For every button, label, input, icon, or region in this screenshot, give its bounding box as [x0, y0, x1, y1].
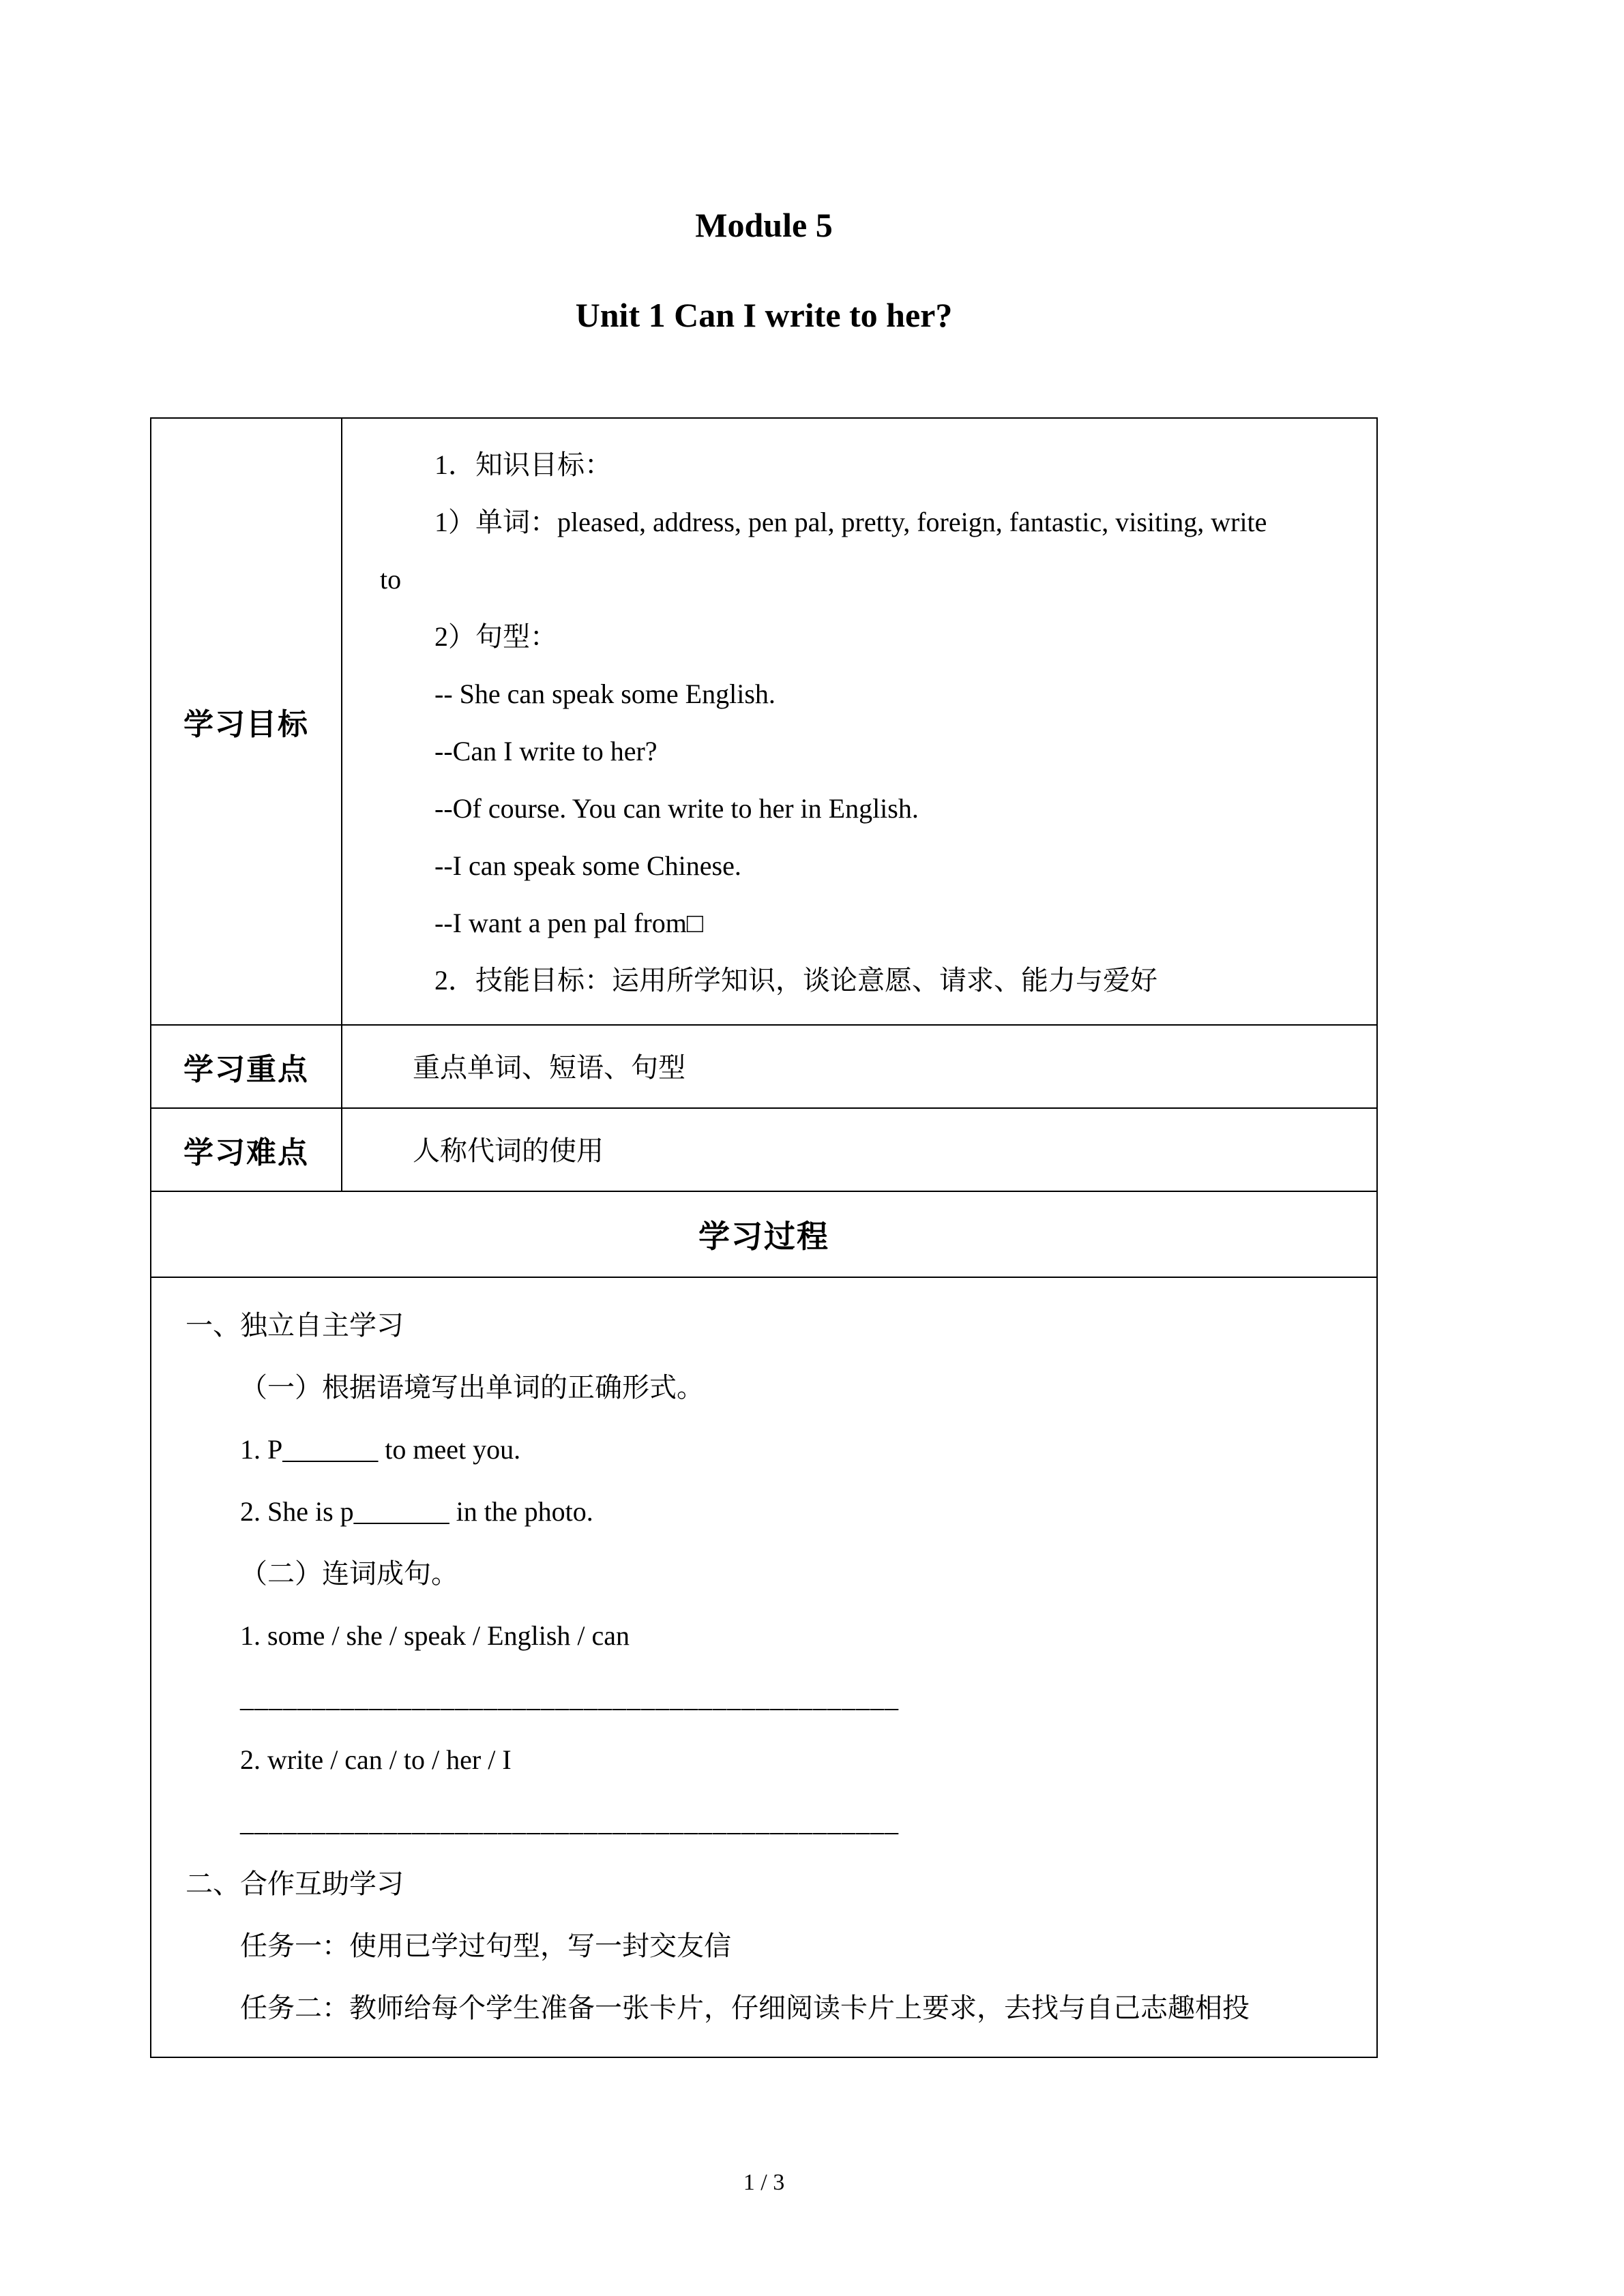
focus-content-cell [342, 1025, 1377, 1108]
goals-label: 学习目标 [151, 418, 342, 1025]
goal-line: --I can speak some Chinese. [434, 850, 741, 881]
page-title: Module 5 [695, 206, 833, 244]
process-row [151, 1277, 1377, 2057]
focus-text: 重点单词、短语、句型 [413, 1052, 685, 1083]
goal-line: --I want a pen pal from□ [434, 908, 704, 938]
page-number: 1 / 3 [743, 2170, 785, 2195]
process-line: 一、独立自主学习 [186, 1310, 404, 1341]
difficulty-text: 人称代词的使用 [413, 1135, 604, 1166]
lesson-plan-body [151, 418, 1377, 2057]
process-line: 二、合作互助学习 [186, 1868, 404, 1899]
difficulty-label: 学习难点 [151, 1108, 342, 1191]
goal-line: --Of course. You can write to her in English. [434, 793, 919, 824]
process-line: 任务一：使用已学过句型，写一封交友信 [240, 1930, 731, 1961]
answer-blank-line: ______________________________________________ [240, 1806, 899, 1837]
process-line: 2. She is p_______ in the photo. [240, 1496, 593, 1527]
goal-line: 1．知识目标： [434, 449, 612, 480]
document-page [150, 0, 1378, 2296]
process-header-row [151, 1191, 1377, 1277]
process-line: （二）连词成句。 [240, 1558, 458, 1589]
focus-row [151, 1025, 1377, 1108]
process-line: 1. some / she / speak / English / can [240, 1620, 630, 1651]
goals-content-cell [342, 418, 1377, 1025]
goal-line: 1）单词：pleased, address, pen pal, pretty, foreign, fantastic, visiting, write [434, 507, 1267, 537]
goal-line: to [380, 564, 402, 595]
difficulty-row [151, 1108, 1377, 1191]
answer-blank-line: ______________________________________________ [240, 1682, 899, 1713]
goal-line: -- She can speak some English. [434, 679, 776, 709]
process-header: 学习过程 [151, 1191, 1377, 1277]
process-line: 1. P_______ to meet you. [240, 1434, 521, 1465]
goal-line: 2．技能目标：运用所学知识，谈论意愿、请求、能力与爱好 [434, 965, 1157, 996]
focus-label: 学习重点 [151, 1025, 342, 1108]
process-line: 任务二：教师给每个学生准备一张卡片，仔细阅读卡片上要求，去找与自己志趣相投 [240, 1993, 1250, 2023]
lesson-plan-table [150, 417, 1378, 2058]
goal-line: --Can I write to her? [434, 736, 658, 766]
process-content-cell [151, 1277, 1377, 2057]
process-line: 2. write / can / to / her / I [240, 1744, 512, 1775]
page-subtitle: Unit 1 Can I write to her? [575, 296, 953, 334]
goal-line: 2）句型： [434, 621, 557, 652]
goals-row [151, 418, 1377, 1025]
process-line: （一）根据语境写出单词的正确形式。 [240, 1372, 704, 1403]
difficulty-content-cell [342, 1108, 1377, 1191]
